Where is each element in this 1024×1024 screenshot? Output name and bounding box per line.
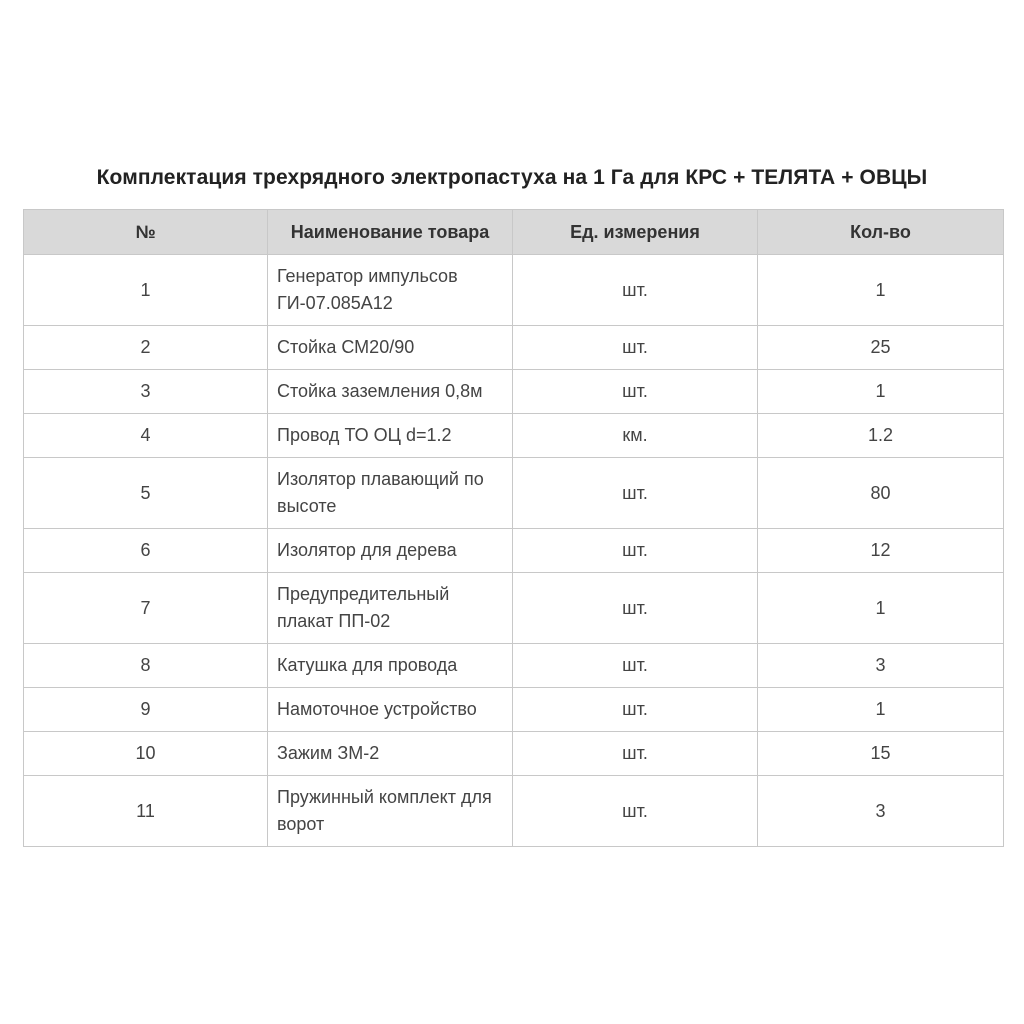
row-unit: км. [513,414,758,458]
row-num: 6 [24,529,268,573]
table-row [24,370,1004,414]
row-num: 8 [24,644,268,688]
row-qty: 1.2 [758,414,1004,458]
table-row [24,255,1004,326]
row-name: Стойка заземления 0,8м [268,370,513,414]
row-num: 3 [24,370,268,414]
row-name: Провод ТО ОЦ d=1.2 [268,414,513,458]
header-qty: Кол-во [758,210,1004,255]
row-qty: 3 [758,776,1004,847]
row-name: Стойка СМ20/90 [268,326,513,370]
row-qty: 25 [758,326,1004,370]
table-row [24,529,1004,573]
row-unit: шт. [513,688,758,732]
row-qty: 12 [758,529,1004,573]
header-name: Наименование товара [268,210,513,255]
table-row [24,776,1004,847]
row-num: 9 [24,688,268,732]
row-name: Катушка для провода [268,644,513,688]
row-qty: 15 [758,732,1004,776]
row-num: 7 [24,573,268,644]
row-num: 5 [24,458,268,529]
row-name: Изолятор для дерева [268,529,513,573]
row-qty: 1 [758,573,1004,644]
row-name: Изолятор плавающий по высоте [268,458,513,529]
table-row [24,644,1004,688]
row-unit: шт. [513,776,758,847]
row-unit: шт. [513,573,758,644]
row-unit: шт. [513,458,758,529]
table-row [24,573,1004,644]
kit-table [23,209,1004,847]
header-unit: Ед. измерения [513,210,758,255]
row-qty: 1 [758,688,1004,732]
row-num: 1 [24,255,268,326]
row-unit: шт. [513,529,758,573]
row-qty: 1 [758,370,1004,414]
row-qty: 80 [758,458,1004,529]
row-name: Пружинный комплект для ворот [268,776,513,847]
row-unit: шт. [513,732,758,776]
row-name: Предупредительный плакат ПП-02 [268,573,513,644]
row-num: 2 [24,326,268,370]
row-name: Зажим ЗМ-2 [268,732,513,776]
header-num: № [24,210,268,255]
row-unit: шт. [513,644,758,688]
row-unit: шт. [513,326,758,370]
row-num: 10 [24,732,268,776]
page-title: Комплектация трехрядного электропастуха на 1 Га для КРС + ТЕЛЯТА + ОВЦЫ [96,166,928,189]
table-row [24,458,1004,529]
row-unit: шт. [513,370,758,414]
table-row [24,326,1004,370]
row-name: Генератор импульсов ГИ-07.085А12 [268,255,513,326]
table-row [24,688,1004,732]
row-qty: 1 [758,255,1004,326]
row-name: Намоточное устройство [268,688,513,732]
row-num: 11 [24,776,268,847]
table-header-row [24,210,1004,255]
table-row [24,414,1004,458]
row-unit: шт. [513,255,758,326]
table-row [24,732,1004,776]
row-num: 4 [24,414,268,458]
row-qty: 3 [758,644,1004,688]
